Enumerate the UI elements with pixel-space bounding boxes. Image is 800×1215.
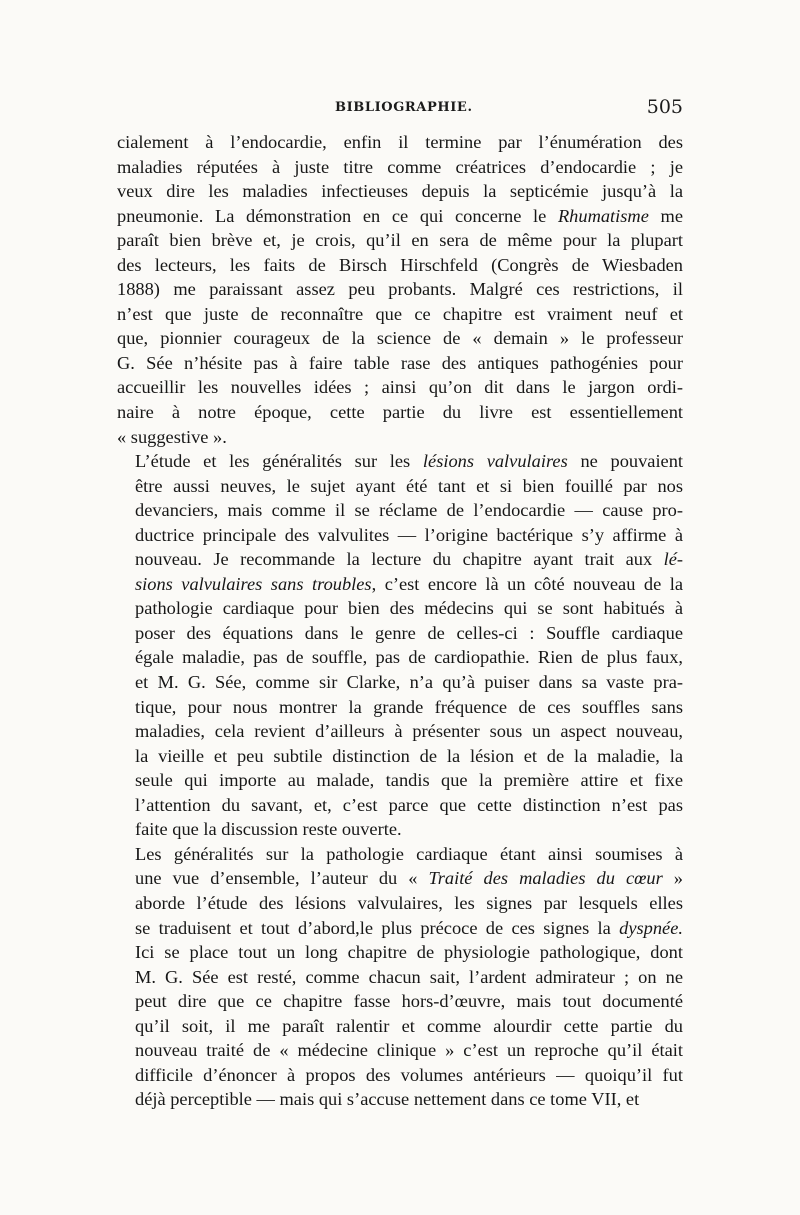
- text-segment: pneumonie. La démonstration en ce qui concerne le: [117, 205, 558, 226]
- text-line: [117, 793, 683, 818]
- text-line: [117, 768, 683, 793]
- running-head: BIBLIOGRAPHIE.: [335, 100, 473, 115]
- text-line: [117, 302, 683, 327]
- text-segment: devanciers, mais comme il se réclame de l’endocardie — cause pro-: [135, 500, 683, 521]
- text-segment: accueillir les nouvelles idées ; ainsi qu’on dit dans le jargon ordi-: [117, 377, 683, 398]
- text-line: [117, 695, 683, 720]
- text-line: [117, 375, 683, 400]
- text-line: [117, 621, 683, 646]
- italic-text: lésions valvulaires: [422, 451, 568, 472]
- text-segment: tique, pour nous montrer la grande fréquence de ces souffles sans: [135, 696, 683, 717]
- text-segment: »: [662, 868, 683, 889]
- text-segment: difficile d’énoncer à propos des volumes antérieurs — quoiqu’il fut: [135, 1064, 683, 1085]
- text-segment: se traduisent et tout d’abord,le plus précoce de ces signes la: [135, 917, 620, 938]
- italic-text: Rhumatisme: [557, 205, 649, 226]
- page-header: [117, 96, 683, 126]
- text-segment: déjà perceptible — mais qui s’accuse nettement dans ce tome VII, et: [135, 1089, 640, 1110]
- text-line: [117, 596, 683, 621]
- text-line: [117, 1087, 683, 1112]
- text-segment: poser des équations dans le genre de celles-ci : Souffle cardiaque: [135, 622, 683, 643]
- text-line: [117, 940, 683, 965]
- text-segment: la vieille et peu subtile distinction de la lésion et de la maladie, la: [135, 745, 683, 766]
- paragraph: [117, 449, 683, 842]
- text-segment: l’attention du savant, et, c’est parce que cette distinction n’est pas: [135, 794, 683, 815]
- text-line: [117, 155, 683, 180]
- paragraph: [117, 130, 683, 449]
- text-segment: M. G. Sée est resté, comme chacun sait, l’ardent admirateur ; on ne: [135, 966, 683, 987]
- text-segment: nouveau traité de « médecine clinique » c’est un reproche qu’il était: [135, 1040, 683, 1061]
- text-segment: et M. G. Sée, comme sir Clarke, n’a qu’à puiser dans sa vaste pra-: [135, 672, 683, 693]
- text-line: [117, 572, 683, 597]
- text-segment: égale maladie, pas de souffle, pas de cardiopathie. Rien de plus faux,: [135, 647, 683, 668]
- text-line: [117, 204, 683, 229]
- text-segment: nouveau. Je recommande la lecture du chapitre ayant trait aux: [135, 549, 664, 570]
- text-segment: 1888) me paraissant assez peu probants. Malgré ces restrictions, il: [117, 279, 683, 300]
- body-text: [117, 130, 683, 1112]
- text-segment: des lecteurs, les faits de Birsch Hirschfeld (Congrès de Wiesbaden: [117, 254, 683, 275]
- italic-text: Traité des maladies du cœur: [428, 868, 663, 889]
- text-segment: que, pionnier courageux de la science de « demain » le professeur: [117, 328, 683, 349]
- text-segment: pathologie cardiaque pour bien des médecins qui se sont habitués à: [135, 598, 683, 619]
- page-number: 505: [646, 96, 683, 118]
- text-line: [117, 400, 683, 425]
- text-line: [117, 719, 683, 744]
- text-segment: une vue d’ensemble, l’auteur du «: [135, 868, 429, 889]
- text-line: [117, 866, 683, 891]
- text-line: [117, 449, 683, 474]
- text-line: [117, 547, 683, 572]
- text-line: [117, 130, 683, 155]
- text-line: [117, 1038, 683, 1063]
- text-line: [117, 744, 683, 769]
- text-line: [117, 670, 683, 695]
- text-segment: maladies réputées à juste titre comme créatrices d’endocardie ; je: [117, 156, 683, 177]
- text-segment: paraît bien brève et, je crois, qu’il en sera de même pour la plupart: [117, 230, 683, 251]
- text-line: [117, 817, 683, 842]
- text-segment: Les généralités sur la pathologie cardiaque étant ainsi soumises à: [135, 843, 683, 864]
- text-line: [117, 916, 683, 941]
- italic-text: lé-: [663, 549, 683, 570]
- text-segment: Ici se place tout un long chapitre de physiologie pathologique, dont: [135, 942, 683, 963]
- text-segment: me: [648, 205, 683, 226]
- italic-text: dyspnée.: [619, 917, 683, 938]
- text-segment: n’est que juste de reconnaître que ce chapitre est vraiment neuf et: [117, 303, 683, 324]
- text-segment: ne pouvaient: [567, 451, 684, 472]
- text-segment: naire à notre époque, cette partie du livre est essentiellement: [117, 402, 683, 423]
- text-segment: peut dire que ce chapitre fasse hors-d’œuvre, mais tout documenté: [135, 991, 683, 1012]
- text-line: [117, 425, 683, 450]
- text-segment: faite que la discussion reste ouverte.: [135, 819, 402, 840]
- text-segment: ductrice principale des valvulites — l’origine bactérique s’y affirme à: [135, 524, 683, 545]
- text-segment: G. Sée n’hésite pas à faire table rase des antiques pathogénies pour: [117, 352, 683, 373]
- text-line: [117, 965, 683, 990]
- text-line: [117, 351, 683, 376]
- text-line: [117, 1014, 683, 1039]
- text-line: [117, 842, 683, 867]
- text-line: [117, 891, 683, 916]
- paragraph: [117, 842, 683, 1112]
- text-line: [117, 326, 683, 351]
- text-line: [117, 645, 683, 670]
- text-line: [117, 989, 683, 1014]
- text-segment: être aussi neuves, le sujet ayant été tant et si bien fouillé par nos: [135, 475, 683, 496]
- text-segment: , c’est encore là un côté nouveau de la: [371, 573, 684, 594]
- text-line: [117, 277, 683, 302]
- text-line: [117, 1063, 683, 1088]
- text-line: [117, 253, 683, 278]
- text-line: [117, 228, 683, 253]
- text-segment: cialement à l’endocardie, enfin il termine par l’énumération des: [117, 132, 683, 152]
- text-line: [117, 474, 683, 499]
- text-segment: aborde l’étude des lésions valvulaires, les signes par lesquels elles: [135, 892, 683, 913]
- text-segment: qu’il soit, il me paraît ralentir et comme alourdir cette partie du: [135, 1015, 683, 1036]
- text-line: [117, 523, 683, 548]
- text-segment: L’étude et les généralités sur les: [135, 451, 423, 472]
- italic-text: sions valvulaires sans troubles: [135, 573, 372, 594]
- text-segment: maladies, cela revient d’ailleurs à présenter sous un aspect nouveau,: [135, 721, 683, 742]
- text-line: [117, 498, 683, 523]
- text-segment: « suggestive ».: [117, 426, 227, 447]
- text-segment: seule qui importe au malade, tandis que la première attire et fixe: [135, 770, 683, 791]
- text-segment: veux dire les maladies infectieuses depuis la septicémie jusqu’à la: [117, 181, 683, 202]
- text-line: [117, 179, 683, 204]
